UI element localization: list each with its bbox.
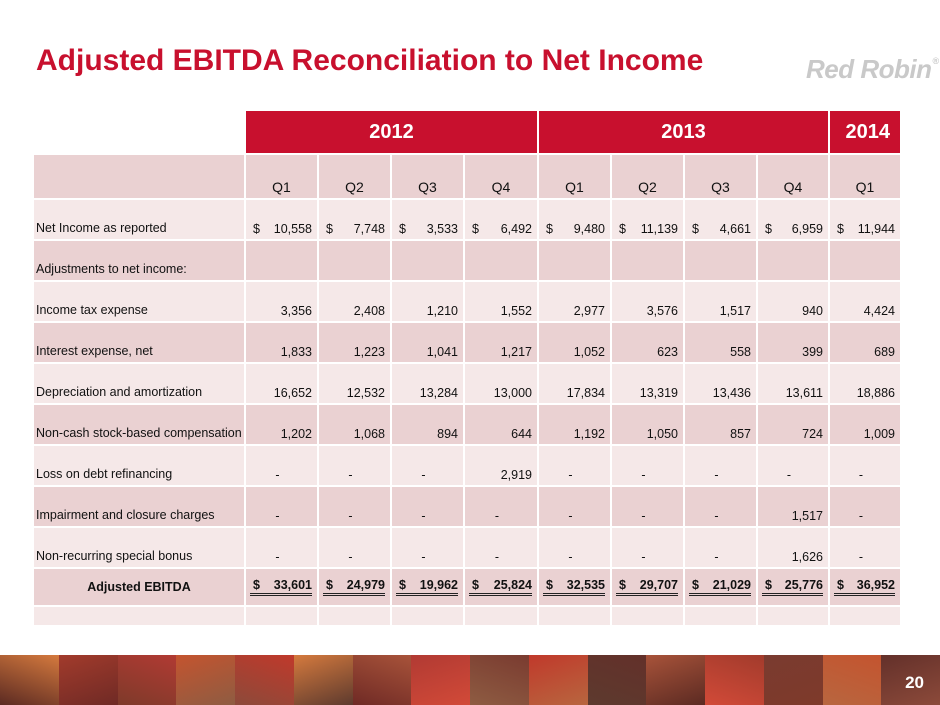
- table-cell: [758, 528, 830, 569]
- currency-symbol: $: [619, 578, 626, 592]
- table-row: [34, 323, 902, 364]
- restaurant-photo: [118, 655, 177, 705]
- footer-cell: [319, 607, 392, 627]
- table-cell: [319, 200, 392, 241]
- table-cell: [539, 241, 612, 282]
- row-label: Adjustments to net income:: [34, 241, 246, 282]
- table-cell: [612, 364, 685, 405]
- table-cell: -: [246, 528, 319, 569]
- table-cell: [392, 241, 465, 282]
- currency-symbol: $: [472, 222, 479, 236]
- table-cell: [246, 364, 319, 405]
- footer-cell: [392, 607, 465, 627]
- currency-symbol: $: [546, 222, 553, 236]
- table-row: [34, 241, 902, 282]
- table-cell: -: [612, 487, 685, 528]
- cell-value: 1,552: [500, 304, 532, 318]
- cell-value: 1,202: [280, 427, 312, 441]
- table-cell: [465, 446, 539, 487]
- table-cell: [246, 282, 319, 323]
- registered-mark: ®: [932, 56, 939, 66]
- cell-value: 1,052: [573, 345, 605, 359]
- table-cell: [758, 364, 830, 405]
- table-cell: -: [612, 446, 685, 487]
- quarter-header: Q3: [392, 155, 465, 200]
- table-cell: [539, 405, 612, 446]
- cell-value: 1,517: [719, 304, 751, 318]
- table-cell: [465, 241, 539, 282]
- cell-value: 13,284: [419, 386, 458, 400]
- currency-symbol: $: [253, 578, 260, 592]
- total-cell: [830, 569, 902, 607]
- cell-value: 4,424: [863, 304, 895, 318]
- row-label: Income tax expense: [34, 282, 246, 323]
- table-cell: [392, 323, 465, 364]
- total-value: 36,952: [834, 578, 895, 596]
- table-cell: [392, 405, 465, 446]
- table-cell: [685, 200, 758, 241]
- year-header-2012: 2012: [246, 111, 539, 155]
- quarter-header: Q1: [830, 155, 902, 200]
- row-label: Impairment and closure charges: [34, 487, 246, 528]
- quarter-header: Q2: [612, 155, 685, 200]
- footer-cell: [612, 607, 685, 627]
- quarter-header-row: [34, 155, 902, 200]
- total-value: 19,962: [396, 578, 458, 596]
- table-cell: [392, 364, 465, 405]
- page-number: 20: [905, 673, 924, 692]
- total-cell: [392, 569, 465, 607]
- table-cell: [319, 282, 392, 323]
- cell-value: 623: [657, 345, 678, 359]
- restaurant-photo: [176, 655, 235, 705]
- cell-value: 17,834: [566, 386, 605, 400]
- footer-cell: [465, 607, 539, 627]
- cell-value: 1,192: [573, 427, 605, 441]
- table-cell: [392, 282, 465, 323]
- footer-cell: [830, 607, 902, 627]
- table-cell: -: [392, 528, 465, 569]
- year-header-2014: 2014: [830, 111, 902, 155]
- currency-symbol: $: [837, 578, 844, 592]
- table-cell: [319, 405, 392, 446]
- cell-value: 11,944: [857, 222, 895, 236]
- restaurant-photo: [705, 655, 764, 705]
- table-cell: -: [539, 528, 612, 569]
- cell-value: 13,436: [712, 386, 751, 400]
- year-header-blank: [34, 111, 246, 155]
- cell-value: 16,652: [273, 386, 312, 400]
- currency-symbol: $: [692, 222, 699, 236]
- cell-value: 2,919: [500, 468, 532, 482]
- currency-symbol: $: [399, 578, 406, 592]
- table-cell: -: [319, 446, 392, 487]
- currency-symbol: $: [399, 222, 406, 236]
- table-cell: -: [392, 487, 465, 528]
- cell-value: 1,626: [791, 550, 823, 564]
- restaurant-photo: [529, 655, 588, 705]
- table-cell: [539, 282, 612, 323]
- cell-value: 558: [730, 345, 751, 359]
- table-cell: [685, 364, 758, 405]
- cell-value: 644: [511, 427, 532, 441]
- table-cell: [319, 241, 392, 282]
- table-cell: -: [246, 487, 319, 528]
- quarter-header: Q1: [539, 155, 612, 200]
- cell-value: 3,356: [280, 304, 312, 318]
- total-value: 21,029: [689, 578, 751, 596]
- table-cell: -: [539, 487, 612, 528]
- table-cell: -: [392, 446, 465, 487]
- row-label: Non-cash stock-based compensation: [34, 405, 246, 446]
- logo-text: Red Robin: [806, 54, 932, 84]
- table-cell: [758, 200, 830, 241]
- cell-value: 13,611: [785, 386, 823, 400]
- row-label: Loss on debt refinancing: [34, 446, 246, 487]
- quarter-header-blank: [34, 155, 246, 200]
- table-cell: -: [830, 528, 902, 569]
- total-cell: [246, 569, 319, 607]
- cell-value: 1,068: [353, 427, 385, 441]
- table-cell: -: [685, 487, 758, 528]
- cell-value: 10,558: [273, 222, 312, 236]
- cell-value: 857: [730, 427, 751, 441]
- table-cell: [465, 282, 539, 323]
- cell-value: 1,217: [500, 345, 532, 359]
- table-cell: [612, 282, 685, 323]
- total-value: 33,601: [250, 578, 312, 596]
- footer-cell: [34, 607, 246, 627]
- table-cell: -: [758, 446, 830, 487]
- table-cell: [758, 282, 830, 323]
- table-cell: -: [685, 446, 758, 487]
- restaurant-photo: [646, 655, 705, 705]
- quarter-header: Q4: [465, 155, 539, 200]
- table-cell: [246, 241, 319, 282]
- table-cell: [758, 487, 830, 528]
- currency-symbol: $: [765, 578, 772, 592]
- total-cell: [465, 569, 539, 607]
- table-cell: -: [246, 446, 319, 487]
- table-cell: [465, 405, 539, 446]
- table-cell: [319, 323, 392, 364]
- table-cell: [392, 200, 465, 241]
- cell-value: 1,050: [646, 427, 678, 441]
- table-cell: [465, 323, 539, 364]
- restaurant-photo: [823, 655, 882, 705]
- table-cell: [830, 282, 902, 323]
- restaurant-photo: [470, 655, 529, 705]
- total-cell: [319, 569, 392, 607]
- currency-symbol: $: [619, 222, 626, 236]
- cell-value: 724: [802, 427, 823, 441]
- footer-cell: [246, 607, 319, 627]
- table-cell: [685, 405, 758, 446]
- table-cell: [830, 405, 902, 446]
- row-label: Interest expense, net: [34, 323, 246, 364]
- currency-symbol: $: [253, 222, 260, 236]
- table-cell: [612, 200, 685, 241]
- table-cell: [465, 364, 539, 405]
- table-cell: [685, 323, 758, 364]
- cell-value: 7,748: [353, 222, 385, 236]
- row-label: Net Income as reported: [34, 200, 246, 241]
- cell-value: 9,480: [573, 222, 605, 236]
- total-value: 24,979: [323, 578, 385, 596]
- table-row: [34, 528, 902, 569]
- table-row: [34, 446, 902, 487]
- currency-symbol: $: [546, 578, 553, 592]
- table-footer-row: [34, 607, 902, 627]
- table-cell: [758, 241, 830, 282]
- cell-value: 3,576: [646, 304, 678, 318]
- quarter-header: Q4: [758, 155, 830, 200]
- table-cell: [246, 405, 319, 446]
- total-cell: [685, 569, 758, 607]
- table-cell: [830, 200, 902, 241]
- table-cell: [539, 364, 612, 405]
- total-cell: [539, 569, 612, 607]
- cell-value: 4,661: [719, 222, 751, 236]
- currency-symbol: $: [326, 578, 333, 592]
- cell-value: 1,517: [791, 509, 823, 523]
- cell-value: 940: [802, 304, 823, 318]
- total-value: 32,535: [543, 578, 605, 596]
- cell-value: 12,532: [346, 386, 385, 400]
- table-cell: [612, 241, 685, 282]
- year-header-2013: 2013: [539, 111, 830, 155]
- currency-symbol: $: [692, 578, 699, 592]
- total-cell: [612, 569, 685, 607]
- cell-value: 6,492: [500, 222, 532, 236]
- page-title: Adjusted EBITDA Reconciliation to Net Income: [36, 44, 704, 77]
- restaurant-photo: [59, 655, 118, 705]
- table-row: [34, 200, 902, 241]
- table-cell: -: [830, 446, 902, 487]
- table-cell: [539, 200, 612, 241]
- quarter-header: Q1: [246, 155, 319, 200]
- restaurant-photo-strip: [0, 655, 940, 705]
- cell-value: 2,977: [573, 304, 605, 318]
- table-cell: [319, 364, 392, 405]
- table-cell: -: [685, 528, 758, 569]
- row-label: Depreciation and amortization: [34, 364, 246, 405]
- cell-value: 2,408: [353, 304, 385, 318]
- cell-value: 894: [437, 427, 458, 441]
- cell-value: 11,139: [640, 222, 678, 236]
- currency-symbol: $: [765, 222, 772, 236]
- cell-value: 1,833: [280, 345, 312, 359]
- table-row: [34, 282, 902, 323]
- cell-value: 3,533: [426, 222, 458, 236]
- table-cell: -: [612, 528, 685, 569]
- year-header-row: [34, 111, 902, 155]
- cell-value: 13,000: [493, 386, 532, 400]
- table-cell: [246, 200, 319, 241]
- row-label: Non-recurring special bonus: [34, 528, 246, 569]
- cell-value: 689: [874, 345, 895, 359]
- table-cell: [246, 323, 319, 364]
- table-cell: -: [319, 528, 392, 569]
- table-cell: [539, 323, 612, 364]
- restaurant-photo: [353, 655, 412, 705]
- table-cell: [465, 200, 539, 241]
- cell-value: 13,319: [639, 386, 678, 400]
- currency-symbol: $: [837, 222, 844, 236]
- cell-value: 1,223: [353, 345, 385, 359]
- cell-value: 399: [802, 345, 823, 359]
- footer-cell: [539, 607, 612, 627]
- total-cell: [758, 569, 830, 607]
- table-cell: -: [319, 487, 392, 528]
- restaurant-photo: [588, 655, 647, 705]
- restaurant-photo: [411, 655, 470, 705]
- quarter-header: Q3: [685, 155, 758, 200]
- cell-value: 1,210: [426, 304, 458, 318]
- table-cell: [830, 241, 902, 282]
- cell-value: 6,959: [791, 222, 823, 236]
- table-row: [34, 364, 902, 405]
- table-cell: -: [830, 487, 902, 528]
- restaurant-photo: [235, 655, 294, 705]
- total-row: [34, 569, 902, 607]
- cell-value: 1,009: [863, 427, 895, 441]
- total-value: 25,776: [762, 578, 823, 596]
- quarter-header: Q2: [319, 155, 392, 200]
- restaurant-photo: [294, 655, 353, 705]
- ebitda-reconciliation-table: [34, 111, 902, 627]
- table-cell: [612, 405, 685, 446]
- table-cell: -: [539, 446, 612, 487]
- currency-symbol: $: [472, 578, 479, 592]
- restaurant-photo: [764, 655, 823, 705]
- total-value: 29,707: [616, 578, 678, 596]
- total-value: 25,824: [469, 578, 532, 596]
- cell-value: 18,886: [856, 386, 895, 400]
- restaurant-photo: [0, 655, 59, 705]
- table-cell: [830, 323, 902, 364]
- table-cell: [612, 323, 685, 364]
- table-cell: [758, 323, 830, 364]
- footer-cell: [758, 607, 830, 627]
- table-cell: -: [465, 528, 539, 569]
- table-cell: [758, 405, 830, 446]
- cell-value: 1,041: [426, 345, 458, 359]
- currency-symbol: $: [326, 222, 333, 236]
- red-robin-logo: [806, 54, 939, 85]
- table-row: [34, 487, 902, 528]
- table-cell: [830, 364, 902, 405]
- total-row-label: Adjusted EBITDA: [34, 569, 246, 607]
- footer-cell: [685, 607, 758, 627]
- table-cell: [685, 241, 758, 282]
- table-cell: -: [465, 487, 539, 528]
- table-cell: [685, 282, 758, 323]
- table-row: [34, 405, 902, 446]
